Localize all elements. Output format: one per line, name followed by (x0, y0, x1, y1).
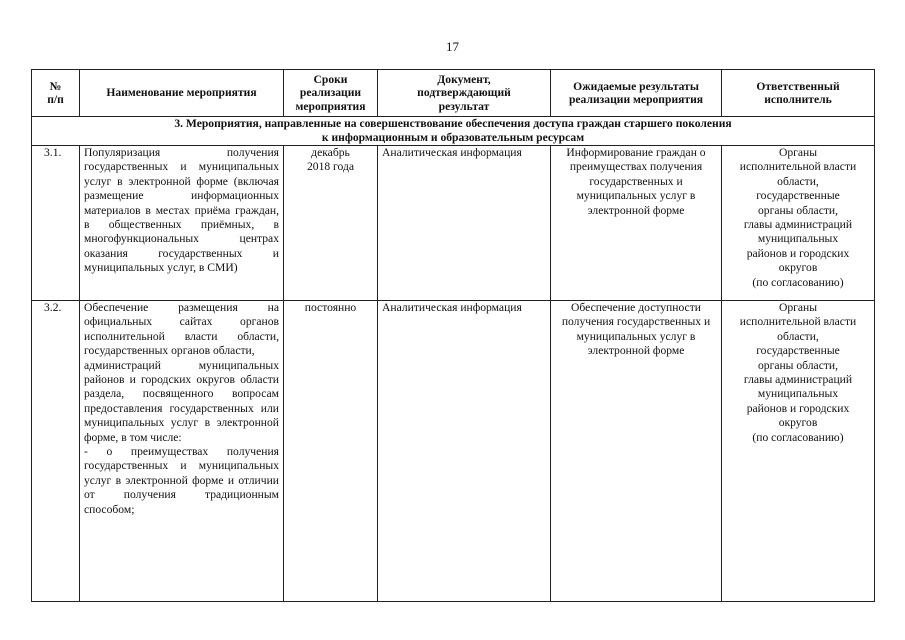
text-line: районов и городских (746, 246, 850, 260)
text-line: реализации (299, 86, 362, 100)
document: Аналитическая информация (378, 146, 551, 301)
header-document (378, 70, 551, 117)
text-line: Органы (778, 146, 818, 159)
text-line: Обеспечение размещения на официальных сайтах органов исполнительной власти области, государственных органов области, (84, 301, 279, 358)
text-line: государственные (756, 189, 840, 203)
header-deadline (284, 70, 378, 117)
text-line: преимуществах получения (569, 160, 703, 174)
text-line: районов и городских (746, 401, 850, 415)
text-line: государственных и (589, 174, 683, 188)
activity-name: Популяризация получения государственных и муниципальных услуг в электронной форме (включая размещение информационных материалов в местах приёма граждан, в общественных приёмных, в многофункциональных центрах оказания государственных и муниципальных услуг, в СМИ) (80, 146, 284, 301)
page-number: 17 (446, 39, 459, 54)
text-line: (по согласованию) (752, 430, 844, 444)
text-line: округов (778, 261, 818, 275)
text-line: подтверждающий (417, 86, 511, 100)
text-line: 3. Мероприятия, направленные на совершенствование обеспечения доступа граждан старшего поколения (174, 117, 732, 130)
section-title (32, 117, 875, 146)
text-line: Ожидаемые результаты (573, 79, 699, 93)
deadline: постоянно (284, 301, 378, 602)
activity-name (80, 301, 284, 602)
text-line: исполнитель (764, 93, 832, 106)
document: Аналитическая информация (378, 301, 551, 602)
text-line: области, (777, 329, 819, 343)
text-line: электронной форме (587, 344, 685, 358)
text-line: Ответственный (756, 79, 840, 93)
text-line: округов (778, 416, 818, 430)
text-line: Наименование мероприятия (106, 86, 257, 100)
text-line: государственные (756, 344, 840, 358)
text-line: электронной форме (587, 203, 685, 217)
text-line: к информационным и образовательным ресурсам (321, 131, 585, 144)
text-line: реализации мероприятия (568, 93, 704, 106)
text-line: муниципальных услуг в (576, 329, 696, 343)
text-line: - о преимуществах получения государственных и муниципальных услуг в электронной форме и отличии от получения традиционным способом; (84, 445, 279, 516)
table-row (32, 146, 875, 301)
text-line: муниципальных (757, 387, 839, 401)
row-number: 3.2. (32, 301, 80, 602)
text-line: № (49, 79, 62, 93)
expected-result (551, 301, 722, 602)
text-line: главы администраций (743, 373, 853, 387)
executor (722, 301, 875, 602)
text-line: Обеспечение доступности (571, 301, 701, 314)
header-activity-name (80, 70, 284, 117)
text-line: Органы (778, 301, 818, 314)
deadline (284, 146, 378, 301)
text-line: области, (777, 174, 819, 188)
text-line: декабрь (311, 146, 350, 159)
header-executor (722, 70, 875, 117)
text-line: исполнительной власти (739, 160, 857, 174)
text-line: Информирование граждан о (566, 146, 706, 159)
text-line: 2018 года (306, 160, 355, 174)
text-line: муниципальных услуг в (576, 189, 696, 203)
section-row (32, 117, 875, 146)
header-expected-results (551, 70, 722, 117)
text-line: п/п (47, 93, 64, 106)
text-line: Сроки (313, 72, 348, 86)
table-row (32, 301, 875, 602)
executor (722, 146, 875, 301)
text-line: органы области, (757, 358, 839, 372)
text-line: получения государственных и (561, 315, 711, 329)
text-line: администраций муниципальных районов и городских округов области раздела, посвященного вопросам предоставления государственных или муниципальных услуг в электронной форме, в том числе: (84, 358, 279, 444)
text-line: результат (438, 99, 490, 113)
header-number (32, 70, 80, 117)
text-line: органы области, (757, 203, 839, 217)
text-line: муниципальных (757, 232, 839, 246)
text-line: Документ, (437, 72, 491, 86)
table-header-row (32, 70, 875, 117)
text-line: главы администраций (743, 218, 853, 232)
text-line: мероприятия (295, 99, 366, 113)
text-line: (по согласованию) (752, 275, 844, 289)
text-line: исполнительной власти (739, 315, 857, 329)
row-number: 3.1. (32, 146, 80, 301)
expected-result (551, 146, 722, 301)
activities-table (31, 69, 875, 602)
